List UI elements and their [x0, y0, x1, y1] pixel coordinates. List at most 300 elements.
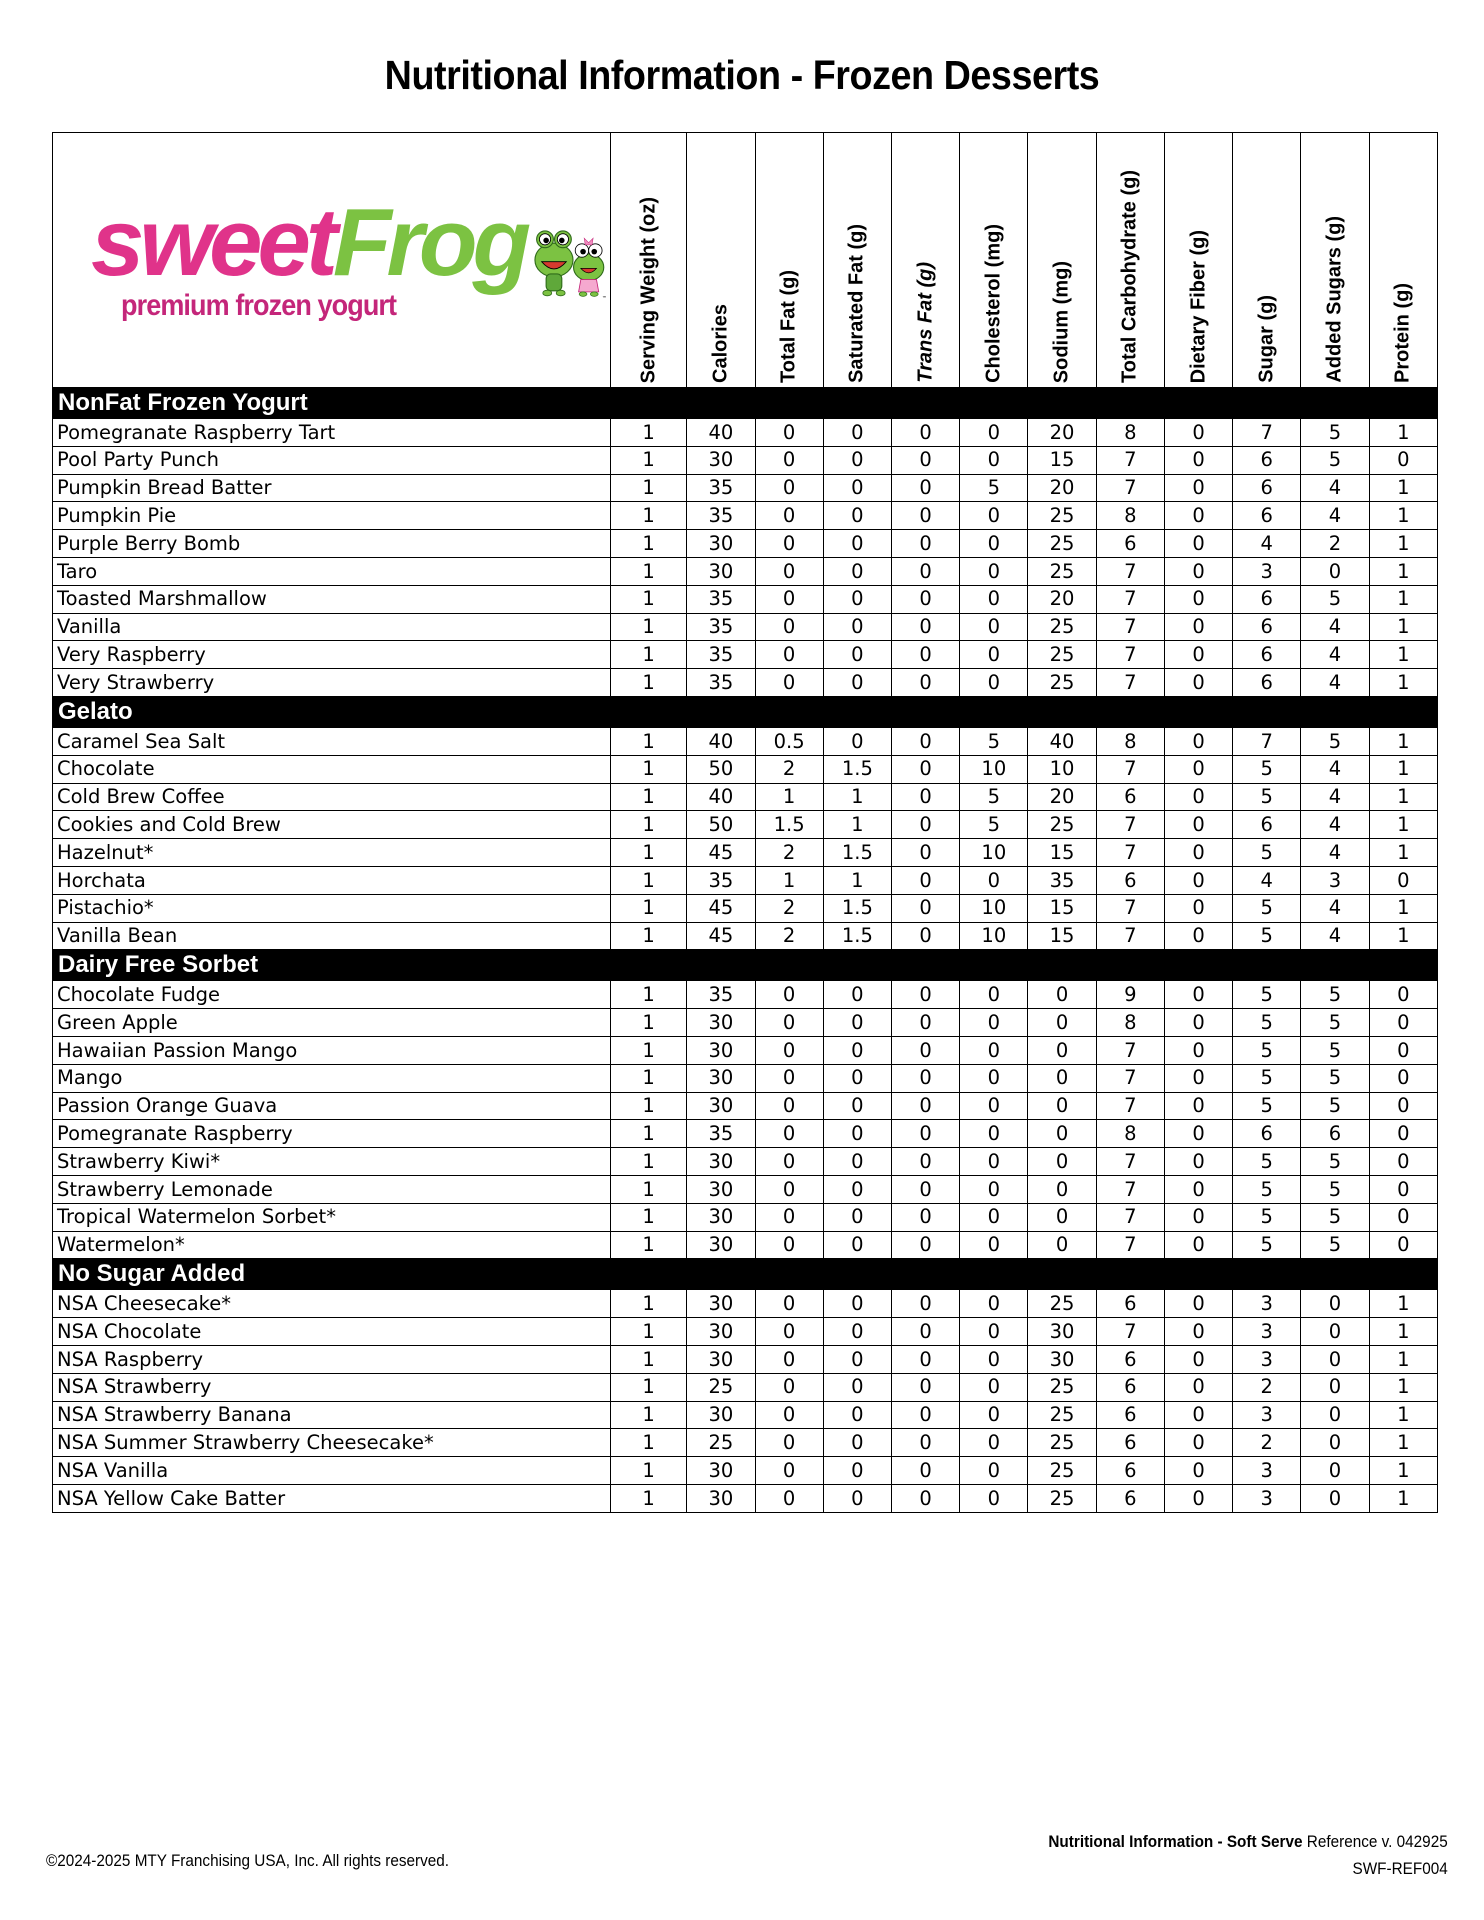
table-row: [53, 1318, 1438, 1346]
nutrient-value: 5: [1233, 1064, 1301, 1092]
nutrient-value: 0: [891, 894, 959, 922]
nutrient-value: 0: [1369, 1120, 1437, 1148]
nutrient-value: 0: [960, 1373, 1028, 1401]
nutrient-value: 0: [823, 502, 891, 530]
nutrient-value: 3: [1301, 866, 1369, 894]
nutrient-value: 0: [823, 1009, 891, 1037]
nutrient-value: 30: [687, 1484, 755, 1512]
flavor-name: Caramel Sea Salt: [53, 727, 611, 755]
nutrient-value: 35: [687, 474, 755, 502]
section-title: NonFat Frozen Yogurt: [53, 388, 1438, 419]
nutrient-value: 30: [687, 1290, 755, 1318]
nutrient-value: 0: [1028, 1064, 1096, 1092]
nutrient-value: 7: [1096, 1092, 1164, 1120]
nutrient-value: 30: [687, 557, 755, 585]
nutrient-value: 0: [1369, 1175, 1437, 1203]
flavor-name: Chocolate Fudge: [53, 981, 611, 1009]
nutrient-value: 0: [1301, 1457, 1369, 1485]
nutrient-value: 0: [960, 669, 1028, 697]
nutrient-value: 0: [1164, 1290, 1232, 1318]
nutrient-value: 6: [1096, 1345, 1164, 1373]
nutrient-value: 0: [823, 1175, 891, 1203]
logo-word-frog: Frog: [332, 189, 527, 297]
logo-word-sweet: sweet: [91, 189, 333, 297]
nutrient-value: 5: [1233, 894, 1301, 922]
nutrient-value: 25: [687, 1429, 755, 1457]
nutrient-value: 1: [611, 894, 687, 922]
nutrient-value: 8: [1096, 419, 1164, 447]
nutrient-value: 0: [823, 1457, 891, 1485]
nutrient-value: 25: [1028, 530, 1096, 558]
nutrient-value: 25: [1028, 1484, 1096, 1512]
nutrient-value: 6: [1233, 1120, 1301, 1148]
nutrient-value: 0: [1164, 727, 1232, 755]
col-total-fat: Total Fat (g): [755, 133, 823, 388]
nutrient-value: 6: [1096, 866, 1164, 894]
nutrient-value: 4: [1301, 641, 1369, 669]
nutrient-value: 25: [1028, 1290, 1096, 1318]
nutrient-value: 0: [1164, 1064, 1232, 1092]
nutrient-value: 0: [823, 557, 891, 585]
table-row: [53, 1290, 1438, 1318]
nutrient-value: 0: [891, 669, 959, 697]
table-row: [53, 922, 1438, 950]
flavor-name: Passion Orange Guava: [53, 1092, 611, 1120]
nutrient-value: 2: [1233, 1373, 1301, 1401]
copyright: ©2024-2025 MTY Franchising USA, Inc. All rights reserved.: [46, 1851, 450, 1870]
flavor-name: Pomegranate Raspberry Tart: [53, 419, 611, 447]
table-row: [53, 585, 1438, 613]
flavor-name: Tropical Watermelon Sorbet*: [53, 1203, 611, 1231]
nutrient-value: 0: [1164, 922, 1232, 950]
nutrient-value: 0: [960, 585, 1028, 613]
flavor-name: NSA Raspberry: [53, 1345, 611, 1373]
nutrient-value: 0: [823, 530, 891, 558]
nutrient-value: 25: [1028, 613, 1096, 641]
nutrient-value: 0: [823, 585, 891, 613]
nutrient-value: 1: [611, 866, 687, 894]
nutrient-value: 1: [1369, 585, 1437, 613]
nutrient-value: 5: [1233, 1009, 1301, 1037]
table-row: [53, 981, 1438, 1009]
nutrient-value: 0: [823, 1064, 891, 1092]
nutrient-value: 1: [1369, 1373, 1437, 1401]
nutrient-value: 5: [1301, 1203, 1369, 1231]
nutrient-value: 0: [960, 1203, 1028, 1231]
nutrient-value: 0: [891, 419, 959, 447]
nutrient-value: 2: [755, 839, 823, 867]
nutrient-value: 0: [891, 1120, 959, 1148]
nutrient-value: 0: [891, 783, 959, 811]
nutrient-value: 4: [1233, 530, 1301, 558]
nutrient-value: 0: [891, 641, 959, 669]
nutrient-value: 2: [1233, 1429, 1301, 1457]
nutrient-value: 0: [960, 1231, 1028, 1259]
nutrient-value: 1: [1369, 474, 1437, 502]
nutrient-value: 0: [960, 557, 1028, 585]
nutrient-value: 30: [687, 1064, 755, 1092]
nutrient-value: 1.5: [823, 894, 891, 922]
nutrient-value: 25: [1028, 669, 1096, 697]
page-title: Nutritional Information - Frozen Desserts: [384, 52, 1100, 98]
nutrient-value: 0: [1164, 419, 1232, 447]
nutrient-value: 30: [687, 1401, 755, 1429]
nutrient-value: 45: [687, 894, 755, 922]
table-row: [53, 1203, 1438, 1231]
table-row: [53, 1457, 1438, 1485]
nutrient-value: 1.5: [823, 922, 891, 950]
nutrient-value: 7: [1096, 446, 1164, 474]
nutrient-value: 0: [755, 1036, 823, 1064]
nutrient-value: 1.5: [823, 839, 891, 867]
nutrient-value: 1: [611, 1203, 687, 1231]
nutrient-value: 0: [960, 1009, 1028, 1037]
nutrient-value: 1: [611, 1401, 687, 1429]
nutrient-value: 0: [960, 1175, 1028, 1203]
nutrient-value: 5: [1301, 1231, 1369, 1259]
nutrient-value: 5: [1233, 1175, 1301, 1203]
nutrient-value: 0: [891, 502, 959, 530]
nutrient-value: 10: [960, 839, 1028, 867]
nutrient-value: 0: [891, 1373, 959, 1401]
table-row: [53, 1009, 1438, 1037]
nutrient-value: 5: [1301, 419, 1369, 447]
nutrient-value: 0: [960, 1148, 1028, 1176]
nutrient-value: 0: [1164, 446, 1232, 474]
nutrient-value: 6: [1233, 502, 1301, 530]
nutrient-value: 0: [891, 1148, 959, 1176]
nutrient-value: 6: [1233, 641, 1301, 669]
nutrient-value: 0: [891, 1009, 959, 1037]
nutrient-value: 20: [1028, 474, 1096, 502]
nutrient-value: 0: [891, 1092, 959, 1120]
nutrient-value: 0: [1369, 1231, 1437, 1259]
nutrient-value: 1: [611, 613, 687, 641]
footer-reference: Reference v. 042925: [1307, 1832, 1448, 1851]
flavor-name: Cookies and Cold Brew: [53, 811, 611, 839]
document-reference: [1004, 1828, 1448, 1882]
nutrient-value: 1: [823, 811, 891, 839]
nutrient-value: 0: [891, 446, 959, 474]
nutrient-value: 0: [960, 1064, 1028, 1092]
nutrient-value: 0: [823, 669, 891, 697]
table-row: [53, 1064, 1438, 1092]
nutrient-value: 50: [687, 755, 755, 783]
nutrient-value: 1: [611, 1318, 687, 1346]
nutrient-value: 25: [687, 1373, 755, 1401]
nutrient-value: 4: [1301, 811, 1369, 839]
nutrient-value: 4: [1301, 783, 1369, 811]
nutrient-value: 1.5: [823, 755, 891, 783]
nutrient-value: 0: [1164, 1175, 1232, 1203]
nutrient-value: 0: [1369, 1064, 1437, 1092]
nutrient-value: 10: [960, 894, 1028, 922]
nutrient-value: 7: [1096, 1148, 1164, 1176]
nutrient-value: 1: [1369, 613, 1437, 641]
nutrient-value: 5: [1301, 1036, 1369, 1064]
nutrient-value: 0: [1164, 1429, 1232, 1457]
nutrient-value: 5: [1301, 585, 1369, 613]
nutrient-value: 0: [823, 1429, 891, 1457]
nutrient-value: 1: [1369, 839, 1437, 867]
nutrient-value: 1: [611, 1429, 687, 1457]
nutrient-value: 0: [823, 446, 891, 474]
nutrient-value: 0: [960, 1290, 1028, 1318]
flavor-name: NSA Vanilla: [53, 1457, 611, 1485]
header-row: [53, 133, 1438, 388]
section-title: Dairy Free Sorbet: [53, 950, 1438, 981]
nutrient-value: 5: [1301, 1092, 1369, 1120]
nutrient-value: 0: [1164, 669, 1232, 697]
nutrient-value: 0: [1164, 839, 1232, 867]
nutrient-value: 6: [1096, 1457, 1164, 1485]
nutrient-value: 0: [960, 1429, 1028, 1457]
nutrient-value: 25: [1028, 1401, 1096, 1429]
nutrient-value: 25: [1028, 1373, 1096, 1401]
flavor-name: NSA Strawberry Banana: [53, 1401, 611, 1429]
nutrient-value: 30: [687, 1175, 755, 1203]
nutrient-value: 7: [1096, 1318, 1164, 1346]
nutrient-value: 7: [1096, 613, 1164, 641]
nutrient-value: 5: [1233, 1203, 1301, 1231]
nutrient-value: 0: [755, 530, 823, 558]
nutrient-value: 7: [1096, 811, 1164, 839]
nutrient-value: 1: [755, 783, 823, 811]
logo-cell: [53, 133, 611, 388]
nutrient-value: 0: [1164, 866, 1232, 894]
nutrient-value: 0: [1028, 1120, 1096, 1148]
flavor-name: Pistachio*: [53, 894, 611, 922]
nutrient-value: 7: [1233, 419, 1301, 447]
nutrient-value: 0: [1164, 641, 1232, 669]
nutrient-value: 6: [1301, 1120, 1369, 1148]
flavor-name: NSA Cheesecake*: [53, 1290, 611, 1318]
nutrient-value: 8: [1096, 502, 1164, 530]
nutrient-value: 7: [1096, 894, 1164, 922]
nutrient-value: 0: [823, 1203, 891, 1231]
nutrient-value: 1: [611, 1092, 687, 1120]
nutrient-value: 0: [891, 1429, 959, 1457]
nutrient-value: 7: [1096, 557, 1164, 585]
nutrient-value: 6: [1233, 613, 1301, 641]
nutrient-value: 7: [1096, 839, 1164, 867]
nutrient-value: 0: [823, 613, 891, 641]
nutrient-value: 0: [891, 981, 959, 1009]
col-added-sugars: Added Sugars (g): [1301, 133, 1369, 388]
nutrition-table: [52, 132, 1438, 1513]
nutrient-value: 0: [1164, 557, 1232, 585]
nutrient-value: 5: [1233, 981, 1301, 1009]
nutrient-value: 0: [755, 1009, 823, 1037]
section-title: No Sugar Added: [53, 1259, 1438, 1290]
nutrient-value: 0: [755, 1064, 823, 1092]
nutrient-value: 35: [687, 641, 755, 669]
flavor-name: Green Apple: [53, 1009, 611, 1037]
col-serving-weight: Serving Weight (oz): [611, 133, 687, 388]
nutrient-value: 0: [1028, 1092, 1096, 1120]
nutrient-value: 25: [1028, 641, 1096, 669]
nutrient-value: 0: [960, 866, 1028, 894]
nutrient-value: 15: [1028, 922, 1096, 950]
table-row: [53, 1429, 1438, 1457]
section-header-row: [53, 1259, 1438, 1290]
nutrient-value: 0: [1028, 1036, 1096, 1064]
nutrient-value: 30: [687, 1036, 755, 1064]
nutrient-value: 6: [1096, 1290, 1164, 1318]
table-row: [53, 1036, 1438, 1064]
nutrient-value: 0: [1164, 1203, 1232, 1231]
nutrient-value: 0: [960, 1120, 1028, 1148]
nutrient-value: 35: [687, 981, 755, 1009]
nutrient-value: 2: [755, 894, 823, 922]
flavor-name: Pool Party Punch: [53, 446, 611, 474]
nutrient-value: 4: [1233, 866, 1301, 894]
nutrient-value: 5: [1233, 783, 1301, 811]
nutrient-value: 0: [755, 557, 823, 585]
nutrient-value: 0: [755, 446, 823, 474]
nutrient-value: 0: [1301, 1290, 1369, 1318]
table-row: [53, 894, 1438, 922]
nutrient-value: 0: [755, 1345, 823, 1373]
nutrient-value: 0: [755, 1318, 823, 1346]
logo-tagline: premium frozen yogurt: [121, 288, 397, 322]
nutrient-value: 1: [611, 1036, 687, 1064]
nutrient-value: 0: [823, 1484, 891, 1512]
section-title: Gelato: [53, 696, 1438, 727]
nutrient-value: 1: [1369, 641, 1437, 669]
nutrient-value: 3: [1233, 1484, 1301, 1512]
nutrient-value: 0: [891, 866, 959, 894]
nutrient-value: 6: [1233, 446, 1301, 474]
nutrient-value: 30: [687, 1009, 755, 1037]
nutrient-value: 9: [1096, 981, 1164, 1009]
nutrient-value: 25: [1028, 811, 1096, 839]
nutrient-value: 0: [891, 839, 959, 867]
table-row: [53, 811, 1438, 839]
nutrient-value: 0: [891, 1401, 959, 1429]
nutrient-value: 0: [1301, 1373, 1369, 1401]
nutrient-value: 0: [1164, 530, 1232, 558]
flavor-name: Strawberry Lemonade: [53, 1175, 611, 1203]
nutrient-value: 0: [1164, 474, 1232, 502]
nutrient-value: 0: [755, 1373, 823, 1401]
nutrient-value: 8: [1096, 1120, 1164, 1148]
nutrient-value: 1: [1369, 1318, 1437, 1346]
section-header-row: [53, 696, 1438, 727]
nutrient-value: 1: [1369, 1457, 1437, 1485]
table-row: [53, 1345, 1438, 1373]
nutrient-value: 0: [1164, 1036, 1232, 1064]
nutrient-value: 1: [1369, 783, 1437, 811]
nutrient-value: 0: [1369, 981, 1437, 1009]
nutrient-value: 7: [1096, 641, 1164, 669]
nutrient-value: 1: [611, 530, 687, 558]
nutrient-value: 0: [1369, 1148, 1437, 1176]
flavor-name: Very Raspberry: [53, 641, 611, 669]
nutrient-value: 30: [687, 1092, 755, 1120]
nutrient-value: 6: [1096, 1484, 1164, 1512]
nutrient-value: 5: [1233, 1092, 1301, 1120]
nutrient-value: 5: [960, 727, 1028, 755]
nutrient-value: 0: [960, 641, 1028, 669]
nutrient-value: 0: [823, 1401, 891, 1429]
nutrient-value: 30: [687, 1231, 755, 1259]
nutrient-value: 0: [891, 1457, 959, 1485]
nutrient-value: 0: [891, 1290, 959, 1318]
nutrient-value: 1: [611, 981, 687, 1009]
nutrient-value: 0: [1164, 1148, 1232, 1176]
nutrient-value: 0: [1164, 1009, 1232, 1037]
nutrient-value: 1: [1369, 1290, 1437, 1318]
nutrient-value: 15: [1028, 894, 1096, 922]
nutrient-value: 7: [1096, 1036, 1164, 1064]
nutrient-value: 1: [611, 557, 687, 585]
nutrient-value: 1: [611, 811, 687, 839]
flavor-name: Horchata: [53, 866, 611, 894]
nutrient-value: 1: [611, 839, 687, 867]
nutrient-value: 50: [687, 811, 755, 839]
nutrient-value: 10: [1028, 755, 1096, 783]
nutrient-value: 4: [1301, 755, 1369, 783]
nutrient-value: 7: [1233, 727, 1301, 755]
nutrient-value: 0: [1301, 1318, 1369, 1346]
flavor-name: Vanilla: [53, 613, 611, 641]
nutrient-value: 6: [1233, 811, 1301, 839]
nutrient-value: 1: [611, 446, 687, 474]
nutrient-value: 0: [1164, 811, 1232, 839]
nutrient-value: 1: [611, 1009, 687, 1037]
nutrient-value: 1: [1369, 1429, 1437, 1457]
nutrient-value: 3: [1233, 1401, 1301, 1429]
nutrient-value: 1.5: [755, 811, 823, 839]
nutrient-value: 0: [960, 1036, 1028, 1064]
nutrient-value: 1: [611, 783, 687, 811]
nutrient-value: 6: [1096, 1373, 1164, 1401]
nutrient-value: 7: [1096, 585, 1164, 613]
col-sodium: Sodium (mg): [1028, 133, 1096, 388]
nutrient-value: 1: [1369, 557, 1437, 585]
nutrient-value: 35: [687, 585, 755, 613]
nutrient-value: 5: [1301, 727, 1369, 755]
flavor-name: NSA Chocolate: [53, 1318, 611, 1346]
nutrient-value: 0: [823, 1318, 891, 1346]
nutrient-value: 0: [891, 557, 959, 585]
nutrient-value: 25: [1028, 557, 1096, 585]
nutrient-value: 0: [960, 502, 1028, 530]
nutrient-value: 0: [1301, 1401, 1369, 1429]
nutrient-value: 1: [611, 1231, 687, 1259]
nutrient-value: 0: [823, 474, 891, 502]
nutrient-value: 0: [755, 1203, 823, 1231]
nutrient-value: 0: [755, 1231, 823, 1259]
nutrient-value: 5: [1233, 755, 1301, 783]
nutrient-value: 40: [687, 783, 755, 811]
nutrient-value: 1: [611, 1457, 687, 1485]
nutrient-value: 0: [891, 1064, 959, 1092]
nutrient-value: 10: [960, 922, 1028, 950]
flavor-name: Cold Brew Coffee: [53, 783, 611, 811]
nutrient-value: 1: [823, 783, 891, 811]
nutrient-value: 0: [1369, 1203, 1437, 1231]
nutrient-value: 1: [1369, 811, 1437, 839]
nutrient-value: 7: [1096, 474, 1164, 502]
footer-code: SWF-REF004: [1352, 1859, 1448, 1878]
nutrient-value: 1: [1369, 894, 1437, 922]
nutrient-value: 0: [960, 1484, 1028, 1512]
nutrient-value: 0: [823, 1231, 891, 1259]
nutrient-value: 4: [1301, 474, 1369, 502]
nutrient-value: 6: [1096, 783, 1164, 811]
